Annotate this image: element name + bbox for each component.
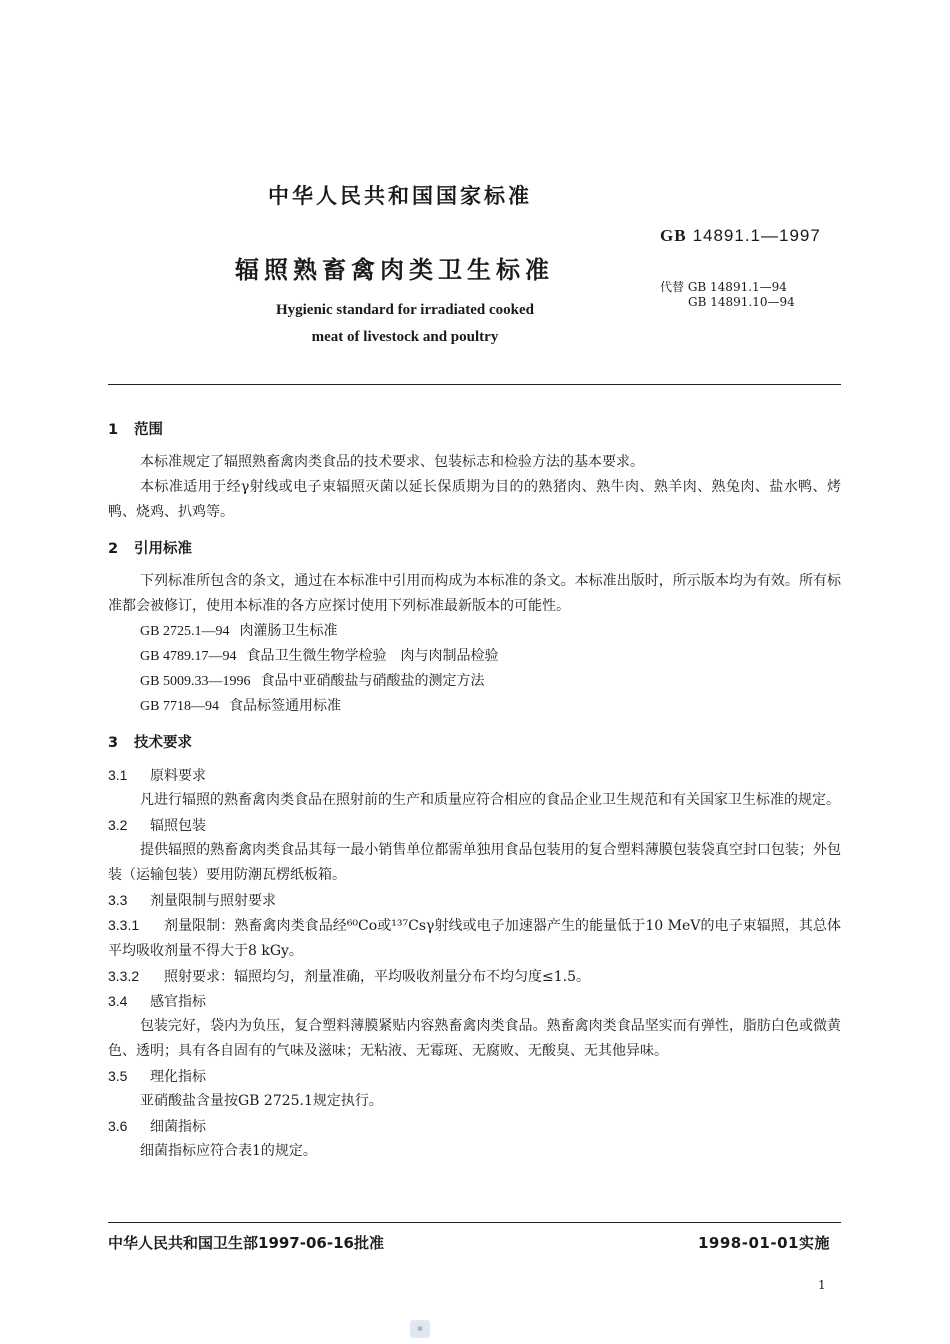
section-1-heading: 1 范围	[108, 422, 163, 438]
watermark-logo: ▣	[410, 1320, 430, 1338]
section-1-paragraph-2: 本标准适用于经γ射线或电子束辐照灭菌以延长保质期为目的的熟猪肉、熟牛肉、熟羊肉、熟兔肉、盐水鸭、烤鸭、烧鸡、扒鸡等。	[108, 479, 841, 520]
footer-divider	[108, 1222, 841, 1223]
document-title-en	[230, 297, 580, 351]
page-number: 1	[818, 1278, 826, 1292]
subsection-3-2-heading: 3.2 辐照包装	[108, 817, 206, 834]
reference-item: GB 5009.33—1996 食品中亚硝酸盐与硝酸盐的测定方法	[140, 673, 485, 689]
subsection-3-3-1: 3.3.1 剂量限制：熟畜禽肉类食品经⁶⁰Co或¹³⁷Csγ射线或电子加速器产生的能量低于10 MeV的电子束辐照，其总体平均吸收剂量不得大于8 kGy。	[108, 917, 841, 959]
reference-item: GB 2725.1—94 肉灌肠卫生标准	[140, 623, 338, 639]
subsection-3-6-heading: 3.6 细菌指标	[108, 1118, 206, 1135]
reference-item: GB 7718—94 食品标签通用标准	[140, 698, 341, 714]
subsection-3-3-heading: 3.3 剂量限制与照射要求	[108, 892, 276, 909]
title-en-line-1: Hygienic standard for irradiated cooked	[275, 302, 535, 318]
standard-number	[660, 226, 821, 246]
subsection-3-4-text: 包装完好，袋内为负压，复合塑料薄膜紧贴内容熟畜禽肉类食品。熟畜禽肉类食品坚实而有弹性，脂肪白色或微黄色、透明；具有各自固有的气味及滋味；无粘液、无霉斑、无腐败、无酸臭、无其他异味。	[108, 1018, 841, 1059]
reference-item: GB 4789.17—94 食品卫生微生物学检验 肉与肉制品检验	[140, 648, 499, 664]
section-3-heading: 3 技术要求	[108, 735, 192, 751]
replaces-line-1: 代替 GB 14891.1—94	[660, 280, 787, 294]
subsection-3-5-heading: 3.5 理化指标	[108, 1068, 206, 1085]
national-standard-heading: 中华人民共和国国家标准	[268, 184, 532, 208]
subsection-3-3-2: 3.3.2 照射要求：辐照均匀，剂量准确，平均吸收剂量分布不均匀度≤1.5。	[108, 968, 590, 985]
section-2-heading: 2 引用标准	[108, 541, 192, 557]
title-en-line-2: meat of livestock and poultry	[311, 329, 499, 345]
subsection-3-1-text: 凡进行辐照的熟畜禽肉类食品在照射前的生产和质量应符合相应的食品企业卫生规范和有关国家卫生标准的规定。	[140, 792, 840, 808]
document-title-cn: 辐照熟畜禽肉类卫生标准	[235, 256, 554, 284]
approval-note: 中华人民共和国卫生部1997-06-16批准	[108, 1234, 384, 1252]
subsection-3-6-text: 细菌指标应符合表1的规定。	[140, 1143, 317, 1159]
implementation-date: 1998-01-01实施	[698, 1234, 830, 1252]
standard-number-value: 14891.1—1997	[692, 226, 821, 245]
subsection-3-1-heading: 3.1 原料要求	[108, 767, 206, 784]
document-body	[108, 418, 841, 1164]
subsection-3-4-heading: 3.4 感官指标	[108, 993, 206, 1010]
section-1-paragraph-1: 本标准规定了辐照熟畜禽肉类食品的技术要求、包装标志和检验方法的基本要求。	[140, 454, 644, 470]
header-divider	[108, 384, 841, 385]
replaces-line-2: GB 14891.10—94	[688, 295, 795, 309]
section-2-paragraph: 下列标准所包含的条文，通过在本标准中引用而构成为本标准的条文。本标准出版时，所示版本均为有效。所有标准都会被修订，使用本标准的各方应探讨使用下列标准最新版本的可能性。	[108, 573, 841, 614]
standard-number-prefix: GB	[660, 226, 687, 245]
subsection-3-5-text: 亚硝酸盐含量按GB 2725.1规定执行。	[140, 1093, 383, 1109]
replaces-note	[660, 280, 795, 310]
subsection-3-2-text: 提供辐照的熟畜禽肉类食品其每一最小销售单位都需单独用食品包装用的复合塑料薄膜包装袋真空封口包装；外包装（运输包装）要用防潮瓦楞纸板箱。	[108, 842, 841, 883]
